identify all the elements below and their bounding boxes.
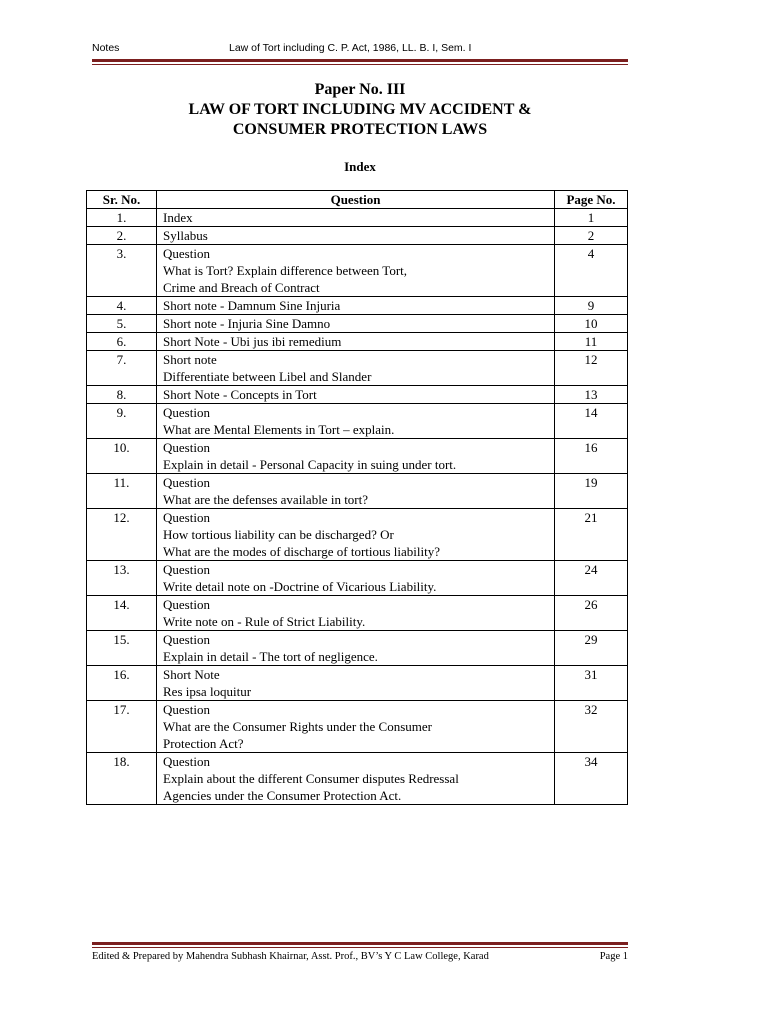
- question-line: What are the defenses available in tort?: [163, 492, 369, 507]
- question-line: Syllabus: [163, 228, 208, 243]
- question-line: Short note - Injuria Sine Damno: [163, 316, 331, 331]
- row-page-no: 2: [555, 227, 628, 245]
- table-header-row: [87, 191, 628, 209]
- title-subject-line-1: LAW OF TORT INCLUDING MV ACCIDENT &: [188, 101, 532, 118]
- row-question: [157, 297, 555, 315]
- row-page-no: 32: [555, 701, 628, 753]
- table-row: [87, 227, 628, 245]
- question-line: Question: [163, 702, 210, 717]
- row-page-no: 31: [555, 666, 628, 701]
- row-page-no: 24: [555, 561, 628, 596]
- row-page-no: 12: [555, 351, 628, 386]
- row-sr-no: 2.: [87, 227, 157, 245]
- row-question: [157, 666, 555, 701]
- index-heading: Index: [344, 159, 376, 174]
- row-sr-no: 7.: [87, 351, 157, 386]
- question-line: What are Mental Elements in Tort – explain.: [163, 422, 395, 437]
- row-question: [157, 753, 555, 805]
- question-line: Short Note - Ubi jus ibi remedium: [163, 334, 342, 349]
- table-row: [87, 666, 628, 701]
- row-question: [157, 209, 555, 227]
- row-page-no: 14: [555, 404, 628, 439]
- row-page-no: 21: [555, 509, 628, 561]
- row-question: [157, 333, 555, 351]
- row-sr-no: 11.: [87, 474, 157, 509]
- table-row: [87, 333, 628, 351]
- question-line: Explain in detail - Personal Capacity in suing under tort.: [163, 457, 457, 472]
- row-question: [157, 631, 555, 666]
- question-line: Short Note: [163, 667, 220, 682]
- table-row: [87, 439, 628, 474]
- table-row: [87, 351, 628, 386]
- question-line: Question: [163, 562, 210, 577]
- table-row: [87, 631, 628, 666]
- question-line: Question: [163, 405, 210, 420]
- row-page-no: 29: [555, 631, 628, 666]
- table-row: [87, 474, 628, 509]
- row-page-no: 19: [555, 474, 628, 509]
- row-sr-no: 3.: [87, 245, 157, 297]
- footer-page-number: Page 1: [599, 951, 628, 962]
- row-sr-no: 8.: [87, 386, 157, 404]
- row-sr-no: 14.: [87, 596, 157, 631]
- index-table: [86, 190, 628, 805]
- table-row: [87, 404, 628, 439]
- header-rule-thin: [92, 64, 628, 65]
- row-page-no: 34: [555, 753, 628, 805]
- footer-credit-text: Edited & Prepared by Mahendra Subhash Khairnar, Asst. Prof., BV’s Y C Law College, Karad: [92, 951, 489, 962]
- question-line: Differentiate between Libel and Slander: [163, 369, 372, 384]
- row-question: [157, 315, 555, 333]
- row-page-no: 16: [555, 439, 628, 474]
- table-row: [87, 386, 628, 404]
- row-page-no: 11: [555, 333, 628, 351]
- row-sr-no: 16.: [87, 666, 157, 701]
- row-question: [157, 509, 555, 561]
- question-line: What are the modes of discharge of tortious liability?: [163, 544, 441, 559]
- question-line: Question: [163, 475, 210, 490]
- row-sr-no: 10.: [87, 439, 157, 474]
- row-page-no: 26: [555, 596, 628, 631]
- row-question: [157, 404, 555, 439]
- row-question: [157, 386, 555, 404]
- row-page-no: 4: [555, 245, 628, 297]
- table-row: [87, 297, 628, 315]
- question-line: What is Tort? Explain difference between Tort,: [163, 263, 408, 278]
- row-sr-no: 18.: [87, 753, 157, 805]
- header-question: Question: [157, 191, 555, 209]
- question-line: Agencies under the Consumer Protection Act.: [163, 788, 402, 803]
- question-line: Write note on - Rule of Strict Liability.: [163, 614, 366, 629]
- question-line: Res ipsa loquitur: [163, 684, 252, 699]
- row-sr-no: 15.: [87, 631, 157, 666]
- page-header: [92, 42, 628, 58]
- row-question: [157, 439, 555, 474]
- row-page-no: 1: [555, 209, 628, 227]
- row-sr-no: 4.: [87, 297, 157, 315]
- question-line: Question: [163, 597, 210, 612]
- row-sr-no: 12.: [87, 509, 157, 561]
- row-page-no: 10: [555, 315, 628, 333]
- question-line: Write detail note on -Doctrine of Vicarious Liability.: [163, 579, 437, 594]
- question-line: Explain in detail - The tort of negligence.: [163, 649, 378, 664]
- footer-rule-thick: [92, 942, 628, 945]
- title-paper-number: Paper No. III: [314, 81, 406, 98]
- row-question: [157, 561, 555, 596]
- question-line: Question: [163, 510, 210, 525]
- row-sr-no: 13.: [87, 561, 157, 596]
- header-left-text: Notes: [92, 42, 120, 54]
- table-body: [87, 209, 628, 805]
- row-question: [157, 227, 555, 245]
- question-line: Short Note - Concepts in Tort: [163, 387, 317, 402]
- row-sr-no: 9.: [87, 404, 157, 439]
- row-sr-no: 6.: [87, 333, 157, 351]
- table-row: [87, 596, 628, 631]
- document-title: [92, 80, 628, 140]
- question-line: Question: [163, 754, 210, 769]
- title-subject-line-2: CONSUMER PROTECTION LAWS: [232, 121, 488, 138]
- question-line: Short note: [163, 352, 217, 367]
- question-line: How tortious liability can be discharged? Or: [163, 527, 394, 542]
- table-row: [87, 245, 628, 297]
- page-footer: [92, 951, 628, 965]
- question-line: Question: [163, 440, 210, 455]
- row-sr-no: 1.: [87, 209, 157, 227]
- question-line: Question: [163, 632, 210, 647]
- table-row: [87, 509, 628, 561]
- row-question: [157, 245, 555, 297]
- table-row: [87, 315, 628, 333]
- row-question: [157, 701, 555, 753]
- question-line: Index: [163, 210, 193, 225]
- header-sr-no: Sr. No.: [87, 191, 157, 209]
- header-rule-thick: [92, 59, 628, 62]
- header-course-text: Law of Tort including C. P. Act, 1986, LL. B. I, Sem. I: [229, 42, 472, 54]
- footer-rule-thin: [92, 947, 628, 948]
- question-line: Short note - Damnum Sine Injuria: [163, 298, 341, 313]
- table-row: [87, 209, 628, 227]
- row-sr-no: 5.: [87, 315, 157, 333]
- row-question: [157, 474, 555, 509]
- question-line: Question: [163, 246, 210, 261]
- header-page-no: Page No.: [555, 191, 628, 209]
- row-question: [157, 351, 555, 386]
- question-line: Protection Act?: [163, 736, 244, 751]
- question-line: Explain about the different Consumer disputes Redressal: [163, 771, 459, 786]
- table-row: [87, 701, 628, 753]
- question-line: What are the Consumer Rights under the Consumer: [163, 719, 432, 734]
- table-row: [87, 561, 628, 596]
- row-question: [157, 596, 555, 631]
- question-line: Crime and Breach of Contract: [163, 280, 320, 295]
- table-row: [87, 753, 628, 805]
- row-page-no: 9: [555, 297, 628, 315]
- row-page-no: 13: [555, 386, 628, 404]
- row-sr-no: 17.: [87, 701, 157, 753]
